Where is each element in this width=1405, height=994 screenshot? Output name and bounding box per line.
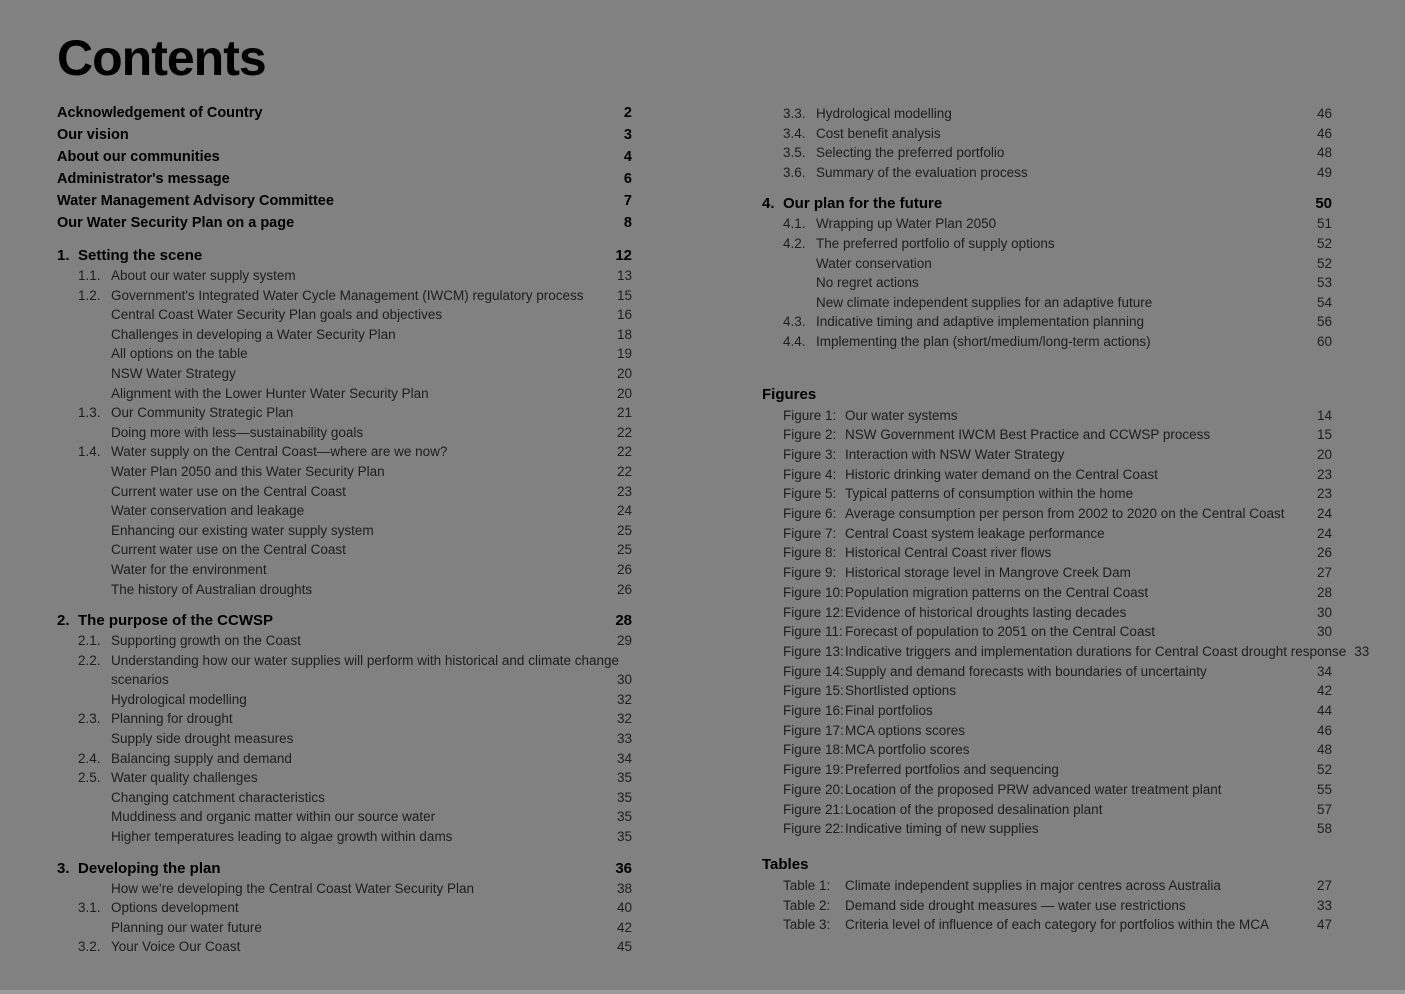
- entry-label: Planning our water future: [111, 919, 262, 935]
- figure-page: 52: [1316, 762, 1332, 778]
- entry-page: 16: [616, 307, 632, 323]
- figure-label: Figure 9:: [783, 565, 837, 581]
- entry-number: 3.5.: [783, 145, 806, 161]
- entry-number: 2.5.: [78, 770, 101, 786]
- entry-page: 13: [616, 268, 632, 283]
- toc-entry[interactable]: [57, 918, 632, 938]
- toc-entry[interactable]: [57, 937, 632, 957]
- figure-label: Figure 11:: [783, 624, 843, 640]
- entry-label: Water Management Advisory Committee: [57, 193, 334, 209]
- table-label: Table 2:: [783, 897, 831, 913]
- figure-label: Figure 14:: [783, 663, 844, 679]
- entry-label: NSW Water Strategy: [111, 365, 236, 381]
- section-title: The purpose of the CCWSP: [78, 612, 273, 630]
- entry-page: 22: [616, 463, 632, 479]
- entry-label: Enhancing our existing water supply system: [111, 522, 374, 538]
- entry-page: 38: [616, 880, 632, 896]
- entry-label: Administrator's message: [57, 171, 230, 187]
- toc-right-column: [762, 104, 1370, 935]
- toc-entry[interactable]: [57, 651, 632, 671]
- entry-label: Options development: [111, 900, 239, 916]
- front-matter-entry[interactable]: [57, 168, 632, 190]
- figure-page: 24: [1316, 506, 1332, 522]
- entry-label: Water for the environment: [111, 561, 267, 577]
- figure-page: 15: [1316, 427, 1332, 443]
- figure-entry[interactable]: [762, 662, 1332, 682]
- entry-page: 45: [616, 939, 632, 955]
- figure-entry[interactable]: [762, 800, 1332, 820]
- entry-page: 4: [623, 149, 632, 165]
- toc-entry[interactable]: [762, 234, 1332, 254]
- figure-page: 30: [1316, 624, 1332, 640]
- entry-page: 34: [616, 750, 632, 766]
- figure-entry[interactable]: [762, 603, 1332, 623]
- toc-entry[interactable]: [57, 827, 632, 847]
- toc-entry[interactable]: [57, 325, 632, 345]
- entry-page: 22: [616, 424, 632, 440]
- figure-title: NSW Government IWCM Best Practice and CCWSP process: [845, 427, 1211, 443]
- figure-page: 30: [1316, 604, 1332, 620]
- toc-entry[interactable]: [57, 729, 632, 749]
- figure-label: Figure 19:: [783, 762, 844, 778]
- entry-number: 3.4.: [783, 125, 806, 141]
- table-title: Criteria level of influence of each category for portfolios within the MCA: [845, 917, 1269, 933]
- page-title: Contents: [57, 30, 266, 86]
- toc-entry[interactable]: [762, 254, 1332, 274]
- figure-title: Interaction with NSW Water Strategy: [845, 446, 1065, 462]
- entry-page: 29: [616, 633, 632, 649]
- entry-label: New climate independent supplies for an adaptive future: [816, 294, 1153, 310]
- entry-page: 19: [616, 346, 632, 362]
- section-title: Our plan for the future: [783, 195, 943, 213]
- entry-page: 8: [623, 215, 632, 231]
- figure-entry[interactable]: [762, 760, 1332, 780]
- entry-page: 54: [1316, 294, 1332, 310]
- toc-entry[interactable]: [57, 709, 632, 729]
- figure-title: Central Coast system leakage performance: [845, 525, 1105, 541]
- section-title: Setting the scene: [78, 247, 203, 264]
- toc-entry[interactable]: [57, 540, 632, 560]
- toc-entry[interactable]: [57, 580, 632, 600]
- entry-label: Water supply on the Central Coast—where are we now?: [111, 444, 448, 460]
- figure-entry[interactable]: [762, 484, 1332, 504]
- entry-page: 56: [1316, 314, 1332, 330]
- figure-label: Figure 10:: [783, 584, 844, 600]
- entry-page: 35: [616, 809, 632, 825]
- figures-block: [762, 384, 1370, 839]
- entry-label: Balancing supply and demand: [111, 750, 292, 766]
- entry-label: Current water use on the Central Coast: [111, 483, 346, 499]
- figure-title: Forecast of population to 2051 on the Central Coast: [845, 624, 1155, 640]
- toc-entry[interactable]: [57, 482, 632, 502]
- figure-title: Final portfolios: [845, 703, 933, 719]
- figure-entry[interactable]: [762, 701, 1332, 721]
- figure-title: MCA options scores: [845, 722, 966, 738]
- table-entry[interactable]: [762, 876, 1332, 896]
- table-entry[interactable]: [762, 915, 1332, 935]
- toc-entry[interactable]: [762, 163, 1332, 183]
- entry-label: Water Plan 2050 and this Water Security Plan: [111, 463, 385, 479]
- entry-page: 3: [623, 127, 632, 143]
- figure-title: Population migration patterns on the Central Coast: [845, 584, 1149, 600]
- entry-page: 20: [616, 365, 632, 381]
- toc-entry[interactable]: [57, 560, 632, 580]
- entry-label: Acknowledgement of Country: [57, 105, 263, 121]
- entry-label: Alignment with the Lower Hunter Water Security Plan: [111, 385, 429, 401]
- figure-entry[interactable]: [762, 681, 1332, 701]
- figure-label: Figure 17:: [783, 722, 844, 738]
- front-matter-entry[interactable]: [57, 212, 632, 234]
- entry-label: Our Community Strategic Plan: [111, 405, 294, 421]
- figure-page: 14: [1316, 407, 1332, 423]
- section-3-continuation: [762, 104, 1332, 182]
- toc-entry[interactable]: [57, 442, 632, 462]
- toc-left-column: [57, 30, 632, 957]
- entry-page: 23: [616, 483, 632, 499]
- entry-number: 4.1.: [783, 216, 806, 232]
- tables-block: [762, 854, 1332, 935]
- entry-label: Hydrological modelling: [816, 106, 952, 121]
- entry-label: Doing more with less—sustainability goals: [111, 424, 364, 440]
- bottom-strip: [0, 990, 1405, 994]
- section-heading[interactable]: [57, 611, 632, 631]
- entry-page: 32: [616, 691, 632, 707]
- section-heading[interactable]: [57, 246, 632, 266]
- toc-entry[interactable]: [57, 749, 632, 769]
- entry-label: Summary of the evaluation process: [816, 164, 1028, 180]
- entry-page: 52: [1316, 255, 1332, 271]
- entry-page: 2: [623, 105, 632, 121]
- entry-number: 1.3.: [78, 405, 101, 421]
- figure-label: Figure 8:: [783, 545, 837, 561]
- figure-label: Figure 1:: [783, 407, 837, 423]
- entry-number: 4.4.: [783, 333, 806, 349]
- entry-label: Indicative timing and adaptive implementation planning: [816, 314, 1144, 330]
- entry-page: 25: [616, 542, 632, 558]
- entry-label: Planning for drought: [111, 711, 233, 727]
- figure-entry[interactable]: [762, 819, 1332, 839]
- figure-title: Shortlisted options: [845, 683, 957, 699]
- entry-number: 3.6.: [783, 164, 806, 180]
- entry-number: 1.1.: [78, 268, 101, 283]
- figure-page: 34: [1316, 663, 1332, 679]
- figure-page: 28: [1316, 584, 1332, 600]
- figure-label: Figure 7:: [783, 525, 837, 541]
- toc-entry[interactable]: [762, 124, 1332, 144]
- figure-title: Historic drinking water demand on the Central Coast: [845, 466, 1158, 482]
- entry-page: 20: [616, 385, 632, 401]
- toc-entry[interactable]: [57, 344, 632, 364]
- figure-label: Figure 6:: [783, 506, 837, 522]
- toc-entry[interactable]: [57, 286, 632, 306]
- figure-title: Historical storage level in Mangrove Creek Dam: [845, 565, 1131, 581]
- figure-page: 44: [1316, 703, 1332, 719]
- entry-page: 46: [1316, 125, 1332, 141]
- figure-page: 58: [1316, 821, 1332, 837]
- figure-title: Average consumption per person from 2002 to 2020 on the Central Coast: [845, 506, 1285, 522]
- right-sections: [762, 194, 1332, 351]
- entry-number: 3.2.: [78, 939, 101, 955]
- figure-entry[interactable]: [762, 406, 1332, 426]
- entry-page: 15: [616, 287, 632, 303]
- figure-entry[interactable]: [762, 504, 1332, 524]
- figure-title: Our water systems: [845, 407, 958, 423]
- section-number: 2.: [57, 612, 70, 630]
- toc-entry[interactable]: [57, 462, 632, 482]
- figure-page: 23: [1316, 486, 1332, 502]
- entry-page: 53: [1316, 275, 1332, 291]
- entry-page: 30: [616, 672, 632, 688]
- figure-title: Evidence of historical droughts lasting decades: [845, 604, 1127, 620]
- entry-page: 21: [616, 405, 632, 421]
- section-number: 3.: [57, 859, 70, 877]
- entry-page: 35: [616, 789, 632, 805]
- figures-list: [762, 406, 1370, 839]
- entry-number: 2.4.: [78, 750, 101, 766]
- toc-entry[interactable]: [57, 305, 632, 325]
- figure-entry[interactable]: [762, 445, 1332, 465]
- entry-label: Changing catchment characteristics: [111, 789, 325, 805]
- entry-label: All options on the table: [111, 346, 248, 362]
- entry-page: 18: [616, 326, 632, 342]
- entry-number: 2.1.: [78, 633, 101, 649]
- front-matter-entry[interactable]: [57, 146, 632, 168]
- figure-title: Indicative triggers and implementation durations for Central Coast drought response: [845, 643, 1347, 659]
- toc-entry[interactable]: [762, 143, 1332, 163]
- entry-number: 2.3.: [78, 711, 101, 727]
- entry-label: How we're developing the Central Coast Water Security Plan: [111, 880, 474, 896]
- toc-entry[interactable]: [762, 312, 1332, 332]
- toc-entry[interactable]: [57, 807, 632, 827]
- toc-entry[interactable]: [762, 332, 1332, 352]
- entry-label: Our Water Security Plan on a page: [57, 215, 295, 231]
- toc-entry[interactable]: [57, 403, 632, 423]
- entry-page: 25: [616, 522, 632, 538]
- figure-label: Figure 3:: [783, 446, 837, 462]
- figure-title: Location of the proposed PRW advanced water treatment plant: [845, 781, 1222, 797]
- front-matter-list: [57, 102, 632, 234]
- entry-label: About our water supply system: [111, 268, 296, 283]
- entry-label: Understanding how our water supplies will perform with historical and climate change: [111, 652, 619, 668]
- table-title: Demand side drought measures — water use restrictions: [845, 897, 1186, 913]
- toc-entry[interactable]: [762, 214, 1332, 234]
- figure-title: Indicative timing of new supplies: [845, 821, 1039, 837]
- section-heading[interactable]: [762, 194, 1332, 214]
- entry-label: Selecting the preferred portfolio: [816, 145, 1005, 161]
- table-page: 33: [1316, 897, 1332, 913]
- entry-label: Supply side drought measures: [111, 731, 294, 747]
- toc-entry[interactable]: [57, 690, 632, 710]
- entry-number: 1.2.: [78, 287, 101, 303]
- figure-label: Figure 16:: [783, 703, 844, 719]
- figure-page: 24: [1316, 525, 1332, 541]
- figure-page: 57: [1316, 801, 1332, 817]
- figure-label: Figure 12:: [783, 604, 844, 620]
- figure-label: Figure 22:: [783, 821, 844, 837]
- figure-page: 27: [1316, 565, 1332, 581]
- entry-number: 3.3.: [783, 106, 806, 121]
- figure-label: Figure 20:: [783, 781, 844, 797]
- table-page: 27: [1316, 878, 1332, 893]
- figure-label: Figure 21:: [783, 801, 844, 817]
- toc-entry[interactable]: [762, 104, 1332, 124]
- entry-page: 48: [1316, 145, 1332, 161]
- figure-page: 20: [1316, 446, 1332, 462]
- figure-entry[interactable]: [762, 465, 1332, 485]
- toc-entry[interactable]: [57, 768, 632, 788]
- figure-page: 23: [1316, 466, 1332, 482]
- toc-entry[interactable]: [57, 521, 632, 541]
- toc-entry[interactable]: [762, 293, 1332, 313]
- entry-label: Central Coast Water Security Plan goals and objectives: [111, 307, 443, 323]
- entry-label: Water conservation: [816, 255, 932, 271]
- entry-page: 46: [1316, 106, 1332, 121]
- toc-entry[interactable]: [57, 898, 632, 918]
- section-title: Developing the plan: [78, 859, 221, 877]
- table-entry[interactable]: [762, 896, 1332, 916]
- tables-heading: Tables: [762, 856, 809, 873]
- entry-label: Water conservation and leakage: [111, 503, 305, 519]
- entry-number: 3.1.: [78, 900, 101, 916]
- figure-title: Historical Central Coast river flows: [845, 545, 1052, 561]
- figure-title: Preferred portfolios and sequencing: [845, 762, 1059, 778]
- entry-label: Challenges in developing a Water Security Plan: [111, 326, 396, 342]
- section-heading[interactable]: [57, 859, 632, 879]
- entry-page: 32: [616, 711, 632, 727]
- toc-entry[interactable]: [57, 364, 632, 384]
- figure-entry[interactable]: [762, 583, 1332, 603]
- figure-entry[interactable]: [762, 425, 1332, 445]
- toc-entry[interactable]: [57, 501, 632, 521]
- entry-page: 52: [1316, 235, 1332, 251]
- entry-label: The history of Australian droughts: [111, 581, 313, 597]
- section-page: 12: [615, 247, 632, 264]
- toc-entry[interactable]: [57, 670, 632, 690]
- entry-label: No regret actions: [816, 275, 919, 291]
- entry-number: 1.4.: [78, 444, 101, 460]
- entry-label: Hydrological modelling: [111, 691, 247, 707]
- entry-page: 26: [616, 561, 632, 577]
- figure-label: Figure 4:: [783, 466, 837, 482]
- figure-entry[interactable]: [762, 740, 1332, 760]
- entry-page: 6: [623, 171, 632, 187]
- figure-entry[interactable]: [762, 563, 1332, 583]
- entry-page: 24: [616, 503, 632, 519]
- entry-page: 60: [1316, 333, 1332, 349]
- entry-label: Cost benefit analysis: [816, 125, 941, 141]
- figure-page: 55: [1316, 781, 1332, 797]
- table-title: Climate independent supplies in major centres across Australia: [845, 878, 1221, 893]
- entry-label: scenarios: [111, 672, 169, 688]
- figure-label: Figure 15:: [783, 683, 844, 699]
- entry-page: 22: [616, 444, 632, 460]
- figure-page: 26: [1316, 545, 1332, 561]
- figure-title: Supply and demand forecasts with boundaries of uncertainty: [845, 663, 1207, 679]
- toc-entry[interactable]: [57, 788, 632, 808]
- figure-label: Figure 5:: [783, 486, 837, 502]
- figure-title: Location of the proposed desalination plant: [845, 801, 1103, 817]
- front-matter-entry[interactable]: [57, 102, 632, 124]
- entry-label: Water quality challenges: [111, 770, 258, 786]
- figure-title: MCA portfolio scores: [845, 742, 970, 758]
- front-matter-entry[interactable]: [57, 190, 632, 212]
- figure-page: 42: [1316, 683, 1332, 699]
- entry-number: 2.2.: [78, 652, 101, 668]
- figures-heading: Figures: [762, 385, 817, 403]
- entry-label: Muddiness and organic matter within our source water: [111, 809, 436, 825]
- entry-label: Supporting growth on the Coast: [111, 633, 301, 649]
- entry-label: Current water use on the Central Coast: [111, 542, 346, 558]
- toc-entry[interactable]: [57, 879, 632, 899]
- entry-page: 51: [1316, 216, 1332, 232]
- entry-page: 40: [616, 900, 632, 916]
- figure-entry[interactable]: [762, 642, 1370, 662]
- left-sections: [57, 246, 632, 957]
- section-number: 4.: [762, 195, 775, 213]
- table-page: 47: [1316, 917, 1332, 933]
- entry-label: Higher temperatures leading to algae growth within dams: [111, 829, 453, 845]
- entry-label: Wrapping up Water Plan 2050: [816, 216, 997, 232]
- entry-label: Implementing the plan (short/medium/long-term actions): [816, 333, 1151, 349]
- figure-entry[interactable]: [762, 721, 1332, 741]
- entry-page: 26: [616, 581, 632, 597]
- figure-page: 46: [1316, 722, 1332, 738]
- entry-label: Our vision: [57, 127, 129, 143]
- tables-list: [762, 876, 1332, 935]
- figure-entry[interactable]: [762, 524, 1332, 544]
- entry-number: 4.2.: [783, 235, 806, 251]
- table-label: Table 3:: [783, 917, 831, 933]
- toc-entry[interactable]: [762, 273, 1332, 293]
- front-matter-entry[interactable]: [57, 124, 632, 146]
- figure-label: Figure 13:: [783, 643, 844, 659]
- figure-page: 48: [1316, 742, 1332, 758]
- toc-entry[interactable]: [57, 423, 632, 443]
- entry-label: About our communities: [57, 149, 220, 165]
- figure-entry[interactable]: [762, 543, 1332, 563]
- figure-entry[interactable]: [762, 622, 1332, 642]
- figure-label: Figure 2:: [783, 427, 837, 443]
- table-label: Table 1:: [783, 878, 831, 893]
- entry-number: 4.3.: [783, 314, 806, 330]
- entry-page: 7: [623, 193, 632, 209]
- toc-entry[interactable]: [57, 631, 632, 651]
- entry-label: The preferred portfolio of supply options: [816, 235, 1055, 251]
- section-page: 36: [615, 859, 632, 877]
- figure-page: 33: [1354, 643, 1370, 659]
- toc-entry[interactable]: [57, 384, 632, 404]
- section-number: 1.: [57, 247, 70, 264]
- entry-page: 49: [1316, 164, 1332, 180]
- entry-page: 35: [616, 770, 632, 786]
- entry-label: Government's Integrated Water Cycle Management (IWCM) regulatory process: [111, 287, 584, 303]
- entry-label: Your Voice Our Coast: [111, 939, 241, 955]
- toc-entry[interactable]: [57, 266, 632, 286]
- entry-page: 33: [616, 731, 632, 747]
- figure-entry[interactable]: [762, 780, 1332, 800]
- section-page: 28: [615, 612, 632, 630]
- section-page: 50: [1315, 195, 1332, 213]
- figure-label: Figure 18:: [783, 742, 844, 758]
- figure-title: Typical patterns of consumption within the home: [845, 486, 1134, 502]
- entry-page: 42: [616, 919, 632, 935]
- entry-page: 35: [616, 829, 632, 845]
